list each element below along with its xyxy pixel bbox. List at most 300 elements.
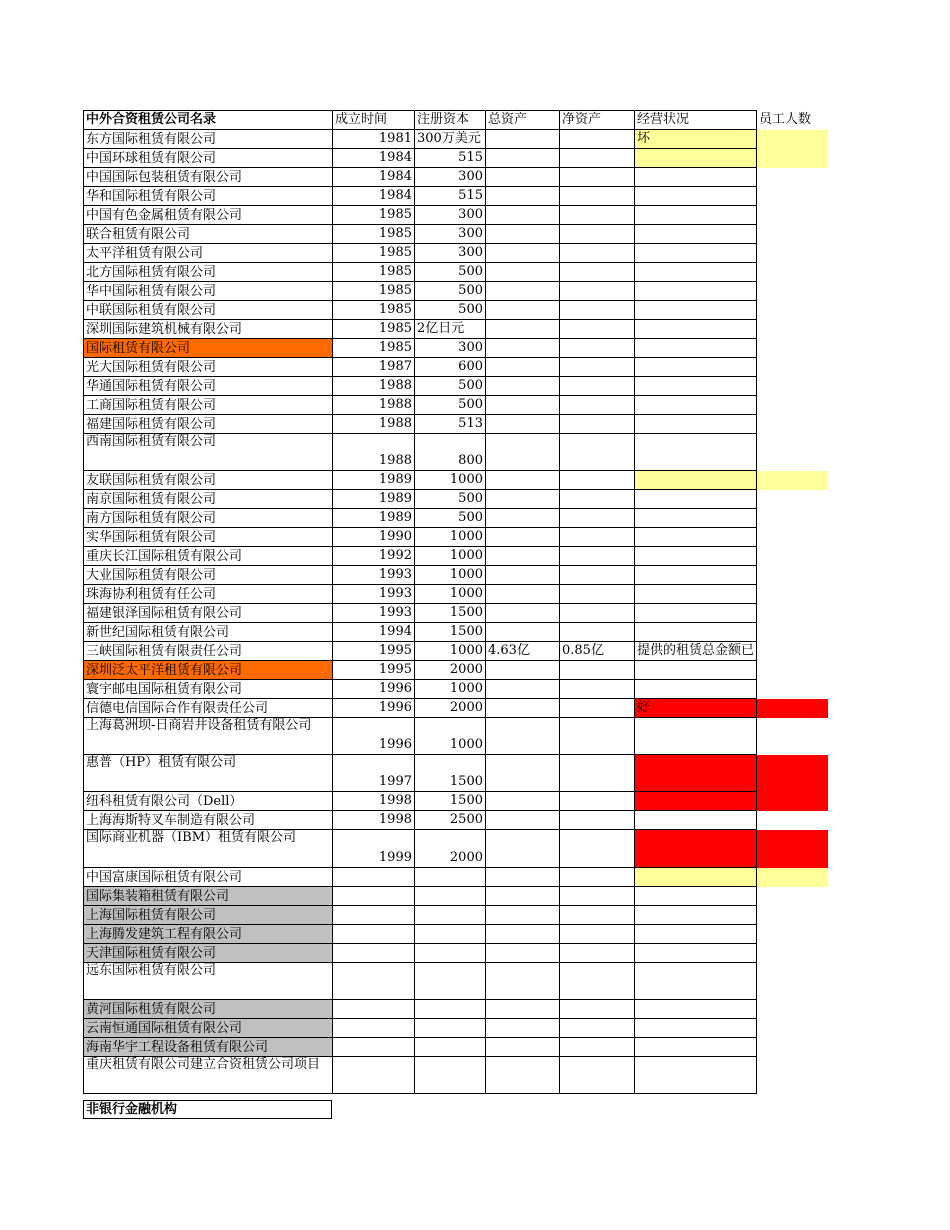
total-assets-cell[interactable] — [486, 585, 560, 604]
employees-cell[interactable] — [757, 547, 828, 566]
capital-cell[interactable]: 1000 — [415, 547, 486, 566]
capital-cell[interactable]: 1000 — [415, 680, 486, 699]
employees-cell[interactable] — [757, 868, 828, 887]
company-name-cell[interactable]: 光大国际租赁有限公司 — [84, 358, 333, 377]
status-cell[interactable] — [635, 680, 757, 699]
capital-cell[interactable]: 2000 — [415, 661, 486, 680]
capital-cell[interactable]: 500 — [415, 490, 486, 509]
capital-cell[interactable] — [415, 1038, 486, 1057]
capital-cell[interactable]: 500 — [415, 509, 486, 528]
company-name-cell[interactable]: 国际商业机器（IBM）租赁有限公司 — [84, 830, 333, 868]
company-name-cell[interactable]: 重庆长江国际租赁有限公司 — [84, 547, 333, 566]
total-assets-cell[interactable] — [486, 944, 560, 963]
net-assets-cell[interactable] — [560, 830, 635, 868]
total-assets-cell[interactable] — [486, 244, 560, 263]
net-assets-cell[interactable] — [560, 320, 635, 339]
year-cell[interactable] — [333, 963, 415, 1000]
total-assets-cell[interactable] — [486, 358, 560, 377]
total-assets-cell[interactable] — [486, 130, 560, 149]
status-cell[interactable] — [635, 187, 757, 206]
status-cell[interactable] — [635, 320, 757, 339]
company-name-cell[interactable]: 纽科租赁有限公司（Dell） — [84, 792, 333, 811]
total-assets-cell[interactable] — [486, 906, 560, 925]
employees-cell[interactable] — [757, 699, 828, 718]
year-cell[interactable]: 1990 — [333, 528, 415, 547]
header-founded[interactable]: 成立时间 — [333, 111, 415, 130]
year-cell[interactable]: 1985 — [333, 320, 415, 339]
employees-cell[interactable] — [757, 718, 828, 755]
capital-cell[interactable]: 800 — [415, 434, 486, 471]
total-assets-cell[interactable] — [486, 604, 560, 623]
employees-cell[interactable] — [757, 830, 828, 868]
status-cell[interactable] — [635, 566, 757, 585]
year-cell[interactable] — [333, 1038, 415, 1057]
employees-cell[interactable] — [757, 415, 828, 434]
employees-cell[interactable] — [757, 263, 828, 282]
capital-cell[interactable]: 515 — [415, 187, 486, 206]
company-name-cell[interactable]: 华中国际租赁有限公司 — [84, 282, 333, 301]
capital-cell[interactable] — [415, 906, 486, 925]
company-name-cell[interactable]: 实华国际租赁有限公司 — [84, 528, 333, 547]
net-assets-cell[interactable] — [560, 699, 635, 718]
company-name-cell[interactable]: 海南华宇工程设备租赁有限公司 — [84, 1038, 333, 1057]
company-name-cell[interactable]: 中国国际包装租赁有限公司 — [84, 168, 333, 187]
year-cell[interactable]: 1985 — [333, 244, 415, 263]
total-assets-cell[interactable] — [486, 396, 560, 415]
employees-cell[interactable] — [757, 490, 828, 509]
total-assets-cell[interactable] — [486, 718, 560, 755]
year-cell[interactable]: 1984 — [333, 168, 415, 187]
total-assets-cell[interactable] — [486, 206, 560, 225]
capital-cell[interactable]: 2500 — [415, 811, 486, 830]
employees-cell[interactable] — [757, 1038, 828, 1057]
status-cell[interactable] — [635, 1000, 757, 1019]
total-assets-cell[interactable] — [486, 699, 560, 718]
company-name-cell[interactable]: 中国有色金属租赁有限公司 — [84, 206, 333, 225]
net-assets-cell[interactable] — [560, 811, 635, 830]
capital-cell[interactable]: 1000 — [415, 528, 486, 547]
year-cell[interactable]: 1989 — [333, 509, 415, 528]
net-assets-cell[interactable] — [560, 868, 635, 887]
employees-cell[interactable] — [757, 811, 828, 830]
year-cell[interactable]: 1998 — [333, 792, 415, 811]
net-assets-cell[interactable] — [560, 963, 635, 1000]
employees-cell[interactable] — [757, 339, 828, 358]
status-cell[interactable] — [635, 377, 757, 396]
capital-cell[interactable] — [415, 925, 486, 944]
capital-cell[interactable] — [415, 944, 486, 963]
employees-cell[interactable] — [757, 225, 828, 244]
total-assets-cell[interactable] — [486, 528, 560, 547]
status-cell[interactable] — [635, 887, 757, 906]
total-assets-cell[interactable] — [486, 282, 560, 301]
employees-cell[interactable] — [757, 471, 828, 490]
employees-cell[interactable] — [757, 566, 828, 585]
capital-cell[interactable]: 500 — [415, 377, 486, 396]
net-assets-cell[interactable] — [560, 661, 635, 680]
net-assets-cell[interactable]: 0.85亿 — [560, 642, 635, 661]
total-assets-cell[interactable] — [486, 887, 560, 906]
total-assets-cell[interactable] — [486, 490, 560, 509]
net-assets-cell[interactable] — [560, 680, 635, 699]
employees-cell[interactable] — [757, 792, 828, 811]
net-assets-cell[interactable] — [560, 547, 635, 566]
net-assets-cell[interactable] — [560, 1019, 635, 1038]
company-name-cell[interactable]: 国际集装箱租赁有限公司 — [84, 887, 333, 906]
company-name-cell[interactable]: 上海腾发建筑工程有限公司 — [84, 925, 333, 944]
company-name-cell[interactable]: 惠普（HP）租赁有限公司 — [84, 755, 333, 792]
status-cell[interactable] — [635, 1057, 757, 1094]
employees-cell[interactable] — [757, 623, 828, 642]
net-assets-cell[interactable] — [560, 149, 635, 168]
year-cell[interactable] — [333, 887, 415, 906]
net-assets-cell[interactable] — [560, 1038, 635, 1057]
capital-cell[interactable]: 600 — [415, 358, 486, 377]
status-cell[interactable] — [635, 528, 757, 547]
status-cell[interactable] — [635, 585, 757, 604]
company-name-cell[interactable]: 西南国际租赁有限公司 — [84, 434, 333, 471]
company-name-cell[interactable]: 天津国际租赁有限公司 — [84, 944, 333, 963]
footer-section-title[interactable]: 非银行金融机构 — [83, 1100, 332, 1119]
year-cell[interactable]: 1988 — [333, 434, 415, 471]
company-name-cell[interactable]: 三峡国际租赁有限责任公司 — [84, 642, 333, 661]
capital-cell[interactable]: 300 — [415, 339, 486, 358]
total-assets-cell[interactable] — [486, 547, 560, 566]
employees-cell[interactable] — [757, 168, 828, 187]
employees-cell[interactable] — [757, 149, 828, 168]
capital-cell[interactable]: 500 — [415, 396, 486, 415]
status-cell[interactable] — [635, 206, 757, 225]
status-cell[interactable] — [635, 301, 757, 320]
status-cell[interactable] — [635, 811, 757, 830]
employees-cell[interactable] — [757, 585, 828, 604]
year-cell[interactable]: 1993 — [333, 566, 415, 585]
employees-cell[interactable] — [757, 244, 828, 263]
capital-cell[interactable] — [415, 1019, 486, 1038]
employees-cell[interactable] — [757, 320, 828, 339]
capital-cell[interactable]: 1000 — [415, 718, 486, 755]
year-cell[interactable]: 1988 — [333, 415, 415, 434]
net-assets-cell[interactable] — [560, 415, 635, 434]
year-cell[interactable]: 1999 — [333, 830, 415, 868]
employees-cell[interactable] — [757, 528, 828, 547]
status-cell[interactable] — [635, 168, 757, 187]
net-assets-cell[interactable] — [560, 509, 635, 528]
status-cell[interactable] — [635, 1038, 757, 1057]
status-cell[interactable] — [635, 944, 757, 963]
total-assets-cell[interactable] — [486, 415, 560, 434]
capital-cell[interactable] — [415, 1057, 486, 1094]
company-name-cell[interactable]: 东方国际租赁有限公司 — [84, 130, 333, 149]
employees-cell[interactable] — [757, 509, 828, 528]
status-cell[interactable] — [635, 358, 757, 377]
year-cell[interactable]: 1984 — [333, 187, 415, 206]
total-assets-cell[interactable] — [486, 792, 560, 811]
total-assets-cell[interactable] — [486, 320, 560, 339]
company-name-cell[interactable]: 中国环球租赁有限公司 — [84, 149, 333, 168]
company-name-cell[interactable]: 上海海斯特叉车制造有限公司 — [84, 811, 333, 830]
total-assets-cell[interactable] — [486, 168, 560, 187]
employees-cell[interactable] — [757, 1000, 828, 1019]
company-name-cell[interactable]: 寰宇邮电国际租赁有限公司 — [84, 680, 333, 699]
employees-cell[interactable] — [757, 680, 828, 699]
net-assets-cell[interactable] — [560, 339, 635, 358]
net-assets-cell[interactable] — [560, 566, 635, 585]
employees-cell[interactable] — [757, 377, 828, 396]
total-assets-cell[interactable] — [486, 471, 560, 490]
status-cell[interactable] — [635, 963, 757, 1000]
capital-cell[interactable]: 1000 — [415, 566, 486, 585]
capital-cell[interactable]: 1000 — [415, 585, 486, 604]
company-name-cell[interactable]: 大业国际租赁有限公司 — [84, 566, 333, 585]
status-cell[interactable] — [635, 604, 757, 623]
header-net-assets[interactable]: 净资产 — [560, 111, 635, 130]
status-cell[interactable] — [635, 339, 757, 358]
year-cell[interactable]: 1987 — [333, 358, 415, 377]
year-cell[interactable]: 1988 — [333, 377, 415, 396]
status-cell[interactable] — [635, 755, 757, 792]
year-cell[interactable]: 1997 — [333, 755, 415, 792]
year-cell[interactable]: 1985 — [333, 263, 415, 282]
employees-cell[interactable] — [757, 434, 828, 471]
header-employees[interactable]: 员工人数 — [759, 112, 812, 127]
employees-cell[interactable] — [757, 396, 828, 415]
capital-cell[interactable]: 515 — [415, 149, 486, 168]
status-cell[interactable] — [635, 1019, 757, 1038]
year-cell[interactable]: 1998 — [333, 811, 415, 830]
net-assets-cell[interactable] — [560, 471, 635, 490]
employees-cell[interactable] — [757, 906, 828, 925]
total-assets-cell[interactable] — [486, 1057, 560, 1094]
year-cell[interactable]: 1996 — [333, 699, 415, 718]
net-assets-cell[interactable] — [560, 755, 635, 792]
capital-cell[interactable]: 513 — [415, 415, 486, 434]
capital-cell[interactable]: 300 — [415, 168, 486, 187]
year-cell[interactable]: 1989 — [333, 490, 415, 509]
net-assets-cell[interactable] — [560, 944, 635, 963]
year-cell[interactable]: 1993 — [333, 604, 415, 623]
total-assets-cell[interactable] — [486, 566, 560, 585]
employees-cell[interactable] — [757, 1019, 828, 1038]
status-cell[interactable] — [635, 718, 757, 755]
total-assets-cell[interactable] — [486, 377, 560, 396]
capital-cell[interactable]: 500 — [415, 263, 486, 282]
status-cell[interactable] — [635, 149, 757, 168]
capital-cell[interactable]: 300万美元 — [415, 130, 486, 149]
employees-cell[interactable] — [757, 963, 828, 1000]
net-assets-cell[interactable] — [560, 301, 635, 320]
status-cell[interactable] — [635, 471, 757, 490]
total-assets-cell[interactable]: 4.63亿 — [486, 642, 560, 661]
total-assets-cell[interactable] — [486, 830, 560, 868]
company-name-cell[interactable]: 新世纪国际租赁有限公司 — [84, 623, 333, 642]
total-assets-cell[interactable] — [486, 1019, 560, 1038]
company-name-cell[interactable]: 信德电信国际合作有限责任公司 — [84, 699, 333, 718]
company-name-cell[interactable]: 友联国际租赁有限公司 — [84, 471, 333, 490]
total-assets-cell[interactable] — [486, 509, 560, 528]
employees-cell[interactable] — [757, 130, 828, 149]
total-assets-cell[interactable] — [486, 623, 560, 642]
net-assets-cell[interactable] — [560, 604, 635, 623]
status-cell[interactable] — [635, 792, 757, 811]
company-name-cell[interactable]: 云南恒通国际租赁有限公司 — [84, 1019, 333, 1038]
year-cell[interactable]: 1985 — [333, 282, 415, 301]
status-cell[interactable] — [635, 434, 757, 471]
company-name-cell[interactable]: 中联国际租赁有限公司 — [84, 301, 333, 320]
total-assets-cell[interactable] — [486, 301, 560, 320]
net-assets-cell[interactable] — [560, 585, 635, 604]
status-cell[interactable] — [635, 661, 757, 680]
year-cell[interactable]: 1985 — [333, 206, 415, 225]
capital-cell[interactable]: 1500 — [415, 604, 486, 623]
company-name-cell[interactable]: 福建国际租赁有限公司 — [84, 415, 333, 434]
net-assets-cell[interactable] — [560, 358, 635, 377]
status-cell[interactable] — [635, 415, 757, 434]
total-assets-cell[interactable] — [486, 187, 560, 206]
net-assets-cell[interactable] — [560, 623, 635, 642]
total-assets-cell[interactable] — [486, 225, 560, 244]
net-assets-cell[interactable] — [560, 718, 635, 755]
status-cell[interactable] — [635, 509, 757, 528]
net-assets-cell[interactable] — [560, 206, 635, 225]
status-cell[interactable] — [635, 925, 757, 944]
company-name-cell[interactable]: 工商国际租赁有限公司 — [84, 396, 333, 415]
employees-cell[interactable] — [757, 642, 828, 661]
company-name-cell[interactable]: 黄河国际租赁有限公司 — [84, 1000, 333, 1019]
total-assets-cell[interactable] — [486, 339, 560, 358]
company-name-cell[interactable]: 上海葛洲坝-日商岩井设备租赁有限公司 — [84, 718, 333, 755]
company-name-cell[interactable]: 太平洋租赁有限公司 — [84, 244, 333, 263]
employees-cell[interactable] — [757, 604, 828, 623]
net-assets-cell[interactable] — [560, 187, 635, 206]
net-assets-cell[interactable] — [560, 225, 635, 244]
year-cell[interactable]: 1996 — [333, 680, 415, 699]
header-business-status[interactable]: 经营状况 — [635, 111, 757, 130]
status-cell[interactable] — [635, 282, 757, 301]
header-company-name[interactable]: 中外合资租赁公司名录 — [84, 111, 333, 130]
capital-cell[interactable]: 2000 — [415, 830, 486, 868]
total-assets-cell[interactable] — [486, 755, 560, 792]
employees-cell[interactable] — [757, 755, 828, 792]
net-assets-cell[interactable] — [560, 528, 635, 547]
status-cell[interactable] — [635, 623, 757, 642]
capital-cell[interactable]: 300 — [415, 225, 486, 244]
net-assets-cell[interactable] — [560, 377, 635, 396]
year-cell[interactable]: 1985 — [333, 339, 415, 358]
company-name-cell[interactable]: 联合租赁有限公司 — [84, 225, 333, 244]
company-name-cell[interactable]: 华通国际租赁有限公司 — [84, 377, 333, 396]
company-name-cell[interactable]: 深圳泛太平洋租赁有限公司 — [84, 661, 333, 680]
status-cell[interactable] — [635, 396, 757, 415]
employees-cell[interactable] — [757, 301, 828, 320]
header-registered-capital[interactable]: 注册资本 — [415, 111, 486, 130]
employees-cell[interactable] — [757, 358, 828, 377]
year-cell[interactable]: 1984 — [333, 149, 415, 168]
company-name-cell[interactable]: 国际租赁有限公司 — [84, 339, 333, 358]
total-assets-cell[interactable] — [486, 680, 560, 699]
net-assets-cell[interactable] — [560, 244, 635, 263]
company-name-cell[interactable]: 华和国际租赁有限公司 — [84, 187, 333, 206]
company-name-cell[interactable]: 珠海协利租赁有任公司 — [84, 585, 333, 604]
company-name-cell[interactable]: 北方国际租赁有限公司 — [84, 263, 333, 282]
company-name-cell[interactable]: 中国富康国际租赁有限公司 — [84, 868, 333, 887]
net-assets-cell[interactable] — [560, 130, 635, 149]
company-name-cell[interactable]: 远东国际租赁有限公司 — [84, 963, 333, 1000]
employees-cell[interactable] — [757, 282, 828, 301]
employees-cell[interactable] — [757, 1057, 828, 1094]
net-assets-cell[interactable] — [560, 490, 635, 509]
net-assets-cell[interactable] — [560, 434, 635, 471]
net-assets-cell[interactable] — [560, 1000, 635, 1019]
total-assets-cell[interactable] — [486, 1000, 560, 1019]
capital-cell[interactable]: 500 — [415, 282, 486, 301]
employees-cell[interactable] — [757, 887, 828, 906]
status-cell[interactable] — [635, 244, 757, 263]
capital-cell[interactable] — [415, 868, 486, 887]
year-cell[interactable]: 1989 — [333, 471, 415, 490]
year-cell[interactable] — [333, 944, 415, 963]
year-cell[interactable] — [333, 1000, 415, 1019]
capital-cell[interactable] — [415, 963, 486, 1000]
capital-cell[interactable] — [415, 1000, 486, 1019]
capital-cell[interactable]: 2亿日元 — [415, 320, 486, 339]
net-assets-cell[interactable] — [560, 263, 635, 282]
capital-cell[interactable]: 2000 — [415, 699, 486, 718]
capital-cell[interactable]: 1500 — [415, 755, 486, 792]
capital-cell[interactable]: 1000 — [415, 471, 486, 490]
status-cell[interactable] — [635, 906, 757, 925]
year-cell[interactable]: 1995 — [333, 661, 415, 680]
total-assets-cell[interactable] — [486, 868, 560, 887]
status-cell[interactable] — [635, 547, 757, 566]
status-cell[interactable]: 坏 — [635, 130, 757, 149]
status-cell[interactable] — [635, 490, 757, 509]
year-cell[interactable]: 1985 — [333, 225, 415, 244]
status-cell[interactable] — [635, 263, 757, 282]
total-assets-cell[interactable] — [486, 434, 560, 471]
company-name-cell[interactable]: 南京国际租赁有限公司 — [84, 490, 333, 509]
year-cell[interactable]: 1985 — [333, 301, 415, 320]
net-assets-cell[interactable] — [560, 1057, 635, 1094]
company-name-cell[interactable]: 深圳国际建筑机械有限公司 — [84, 320, 333, 339]
year-cell[interactable]: 1981 — [333, 130, 415, 149]
status-cell[interactable]: 好 — [635, 699, 757, 718]
total-assets-cell[interactable] — [486, 263, 560, 282]
net-assets-cell[interactable] — [560, 282, 635, 301]
year-cell[interactable] — [333, 1057, 415, 1094]
employees-cell[interactable] — [757, 925, 828, 944]
total-assets-cell[interactable] — [486, 963, 560, 1000]
capital-cell[interactable]: 1000 — [415, 642, 486, 661]
net-assets-cell[interactable] — [560, 792, 635, 811]
status-cell[interactable] — [635, 642, 757, 661]
capital-cell[interactable]: 1500 — [415, 792, 486, 811]
year-cell[interactable]: 1994 — [333, 623, 415, 642]
status-cell[interactable] — [635, 830, 757, 868]
year-cell[interactable]: 1996 — [333, 718, 415, 755]
capital-cell[interactable] — [415, 887, 486, 906]
employees-cell[interactable] — [757, 944, 828, 963]
capital-cell[interactable]: 300 — [415, 244, 486, 263]
capital-cell[interactable]: 1500 — [415, 623, 486, 642]
employees-cell[interactable] — [757, 661, 828, 680]
year-cell[interactable]: 1992 — [333, 547, 415, 566]
net-assets-cell[interactable] — [560, 396, 635, 415]
year-cell[interactable]: 1988 — [333, 396, 415, 415]
company-name-cell[interactable]: 重庆租赁有限公司建立合资租赁公司项目 — [84, 1057, 333, 1094]
total-assets-cell[interactable] — [486, 149, 560, 168]
year-cell[interactable]: 1993 — [333, 585, 415, 604]
